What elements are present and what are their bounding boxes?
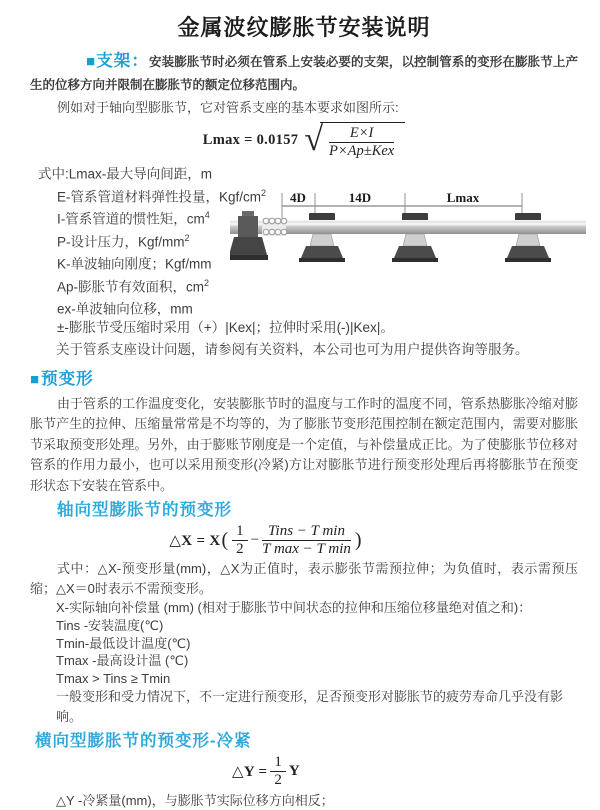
general-note: 一般变形和受力情况下，不一定进行预变形，足否预变形对膨胀节的疲劳寿命几乎没有影响。 bbox=[56, 689, 564, 724]
half-fraction: $\frac{1}{2}$ bbox=[270, 755, 286, 788]
definition-item: ex-单波轴向位移，mm bbox=[57, 301, 193, 317]
definition-item: 式中:Lmax-最大导向间距，m bbox=[38, 166, 213, 182]
temperature-fraction: $\frac{\text{Tins − T min}}{\text{T max − T min}}$ bbox=[262, 523, 351, 557]
dim-label-4d: 4D bbox=[290, 190, 306, 205]
lateral-subsection-heading: 横向型膨胀节的预变形-冷紧 bbox=[35, 732, 252, 750]
lateral-formula-row bbox=[30, 755, 578, 788]
open-paren: ( bbox=[221, 528, 229, 551]
section-marker-icon: ■ bbox=[30, 370, 41, 388]
sqrt-expression bbox=[304, 122, 405, 159]
section-marker-icon: ■ bbox=[86, 53, 96, 70]
fraction bbox=[329, 126, 394, 159]
predeform-paragraph: 由于管系的工作温度变化，安装膨胀节时的温度与工作时的温度不同，管系热膨胀冷缩对膨胀节产生的拉伸、压缩量常常是不均等的，为了膨胀节变形范围控制在额定范围内，需要对膨胀节采取预变形处理。另外，由于膨账节刚度是一个定值，与补偿量成正比。为了使膨胀节位移对管系的作用力最小，也可以采用预变形(冷紧)方让对膨胀节进行预变形处理后再将膨胀节在预变形状态下安装在管系中。 bbox=[30, 395, 578, 493]
definition-item: P-设计压力，Kgf/$mm^2$ bbox=[57, 232, 190, 249]
bellows-icon bbox=[262, 218, 287, 236]
support-intro-text: 安装膨胀节时必须在管系上安装必要的支架，以控制管系的变形在膨胀节上产生的位移方向并限制在膨胀节的额定位移范围内。 bbox=[30, 55, 578, 92]
axial-formula-explanation: 式中：△X-预变形量(mm)，△X为正值时，表示膨张节需预拉伸；为负值时，表示需预压缩；△X＝0时表示不需预变形。 bbox=[30, 561, 578, 596]
minus-sign: − bbox=[250, 532, 260, 548]
dim-label-lmax: Lmax bbox=[446, 190, 480, 205]
section-predeform-heading: ■预变形 bbox=[30, 369, 94, 388]
guide-support-icon bbox=[505, 234, 551, 262]
guide-support-icon bbox=[392, 234, 438, 262]
x-definition: X-实际轴向补偿量 (mm) (相对于膨胀节中间状态的拉伸和压缩位移量绝对值之和)： bbox=[56, 600, 532, 615]
temp-def-item: Tmax > Tins ≥ Tmin bbox=[56, 670, 171, 686]
guide-spacing-formula bbox=[203, 122, 405, 159]
fraction-numerator: E×I bbox=[329, 126, 394, 143]
guide-spacing-formula-row bbox=[30, 122, 578, 159]
axial-subsection-heading: 轴向型膨胀节的预变形 bbox=[57, 501, 232, 519]
formula-rhs: Y bbox=[288, 763, 300, 779]
definition-item: Ap-膨胀节有效面积，$cm^2$ bbox=[57, 277, 210, 294]
sign-convention-note: ±-膨胀节受压缩时采用（+）|Kex|；拉伸时采用(-)|Kex|。 bbox=[57, 319, 394, 335]
half-fraction: $\frac{1}{2}$ bbox=[232, 524, 248, 557]
consult-note: 关于管系支座设计问题，请参阅有关资料，本公司也可为用户提供咨询等服务。 bbox=[56, 341, 529, 357]
temp-def-item: Tmax -最高设计温 (℃) bbox=[56, 653, 189, 668]
y-definition: △Y -冷紧量(mm)，与膨胀节实际位移方向相反； bbox=[56, 793, 334, 808]
definition-item: K-单波轴向刚度；Kgf/mm bbox=[57, 256, 212, 272]
cold-tightening-formula bbox=[232, 755, 300, 788]
support-example-line: 例如对于轴向型膨胀节，它对管系支座的基本要求如图所示: bbox=[57, 100, 399, 115]
sqrt-radical-icon: √ bbox=[304, 121, 323, 158]
dim-label-14d: 14D bbox=[348, 190, 372, 205]
page-title: 金属波纹膨胀节安装说明 bbox=[177, 15, 431, 40]
support-intro-paragraph bbox=[30, 50, 578, 97]
temp-def-item: Tmin-最低设计温度(℃) bbox=[56, 635, 191, 651]
temp-def-item: Tins -安装温度(℃) bbox=[56, 618, 164, 633]
definition-item: I-管系管道的惯性矩，$cm^4$ bbox=[57, 210, 210, 227]
definition-item: E-管系管道材料弹性投量，Kgf/$cm^2$ bbox=[57, 187, 267, 204]
axial-formula-row bbox=[30, 524, 578, 557]
close-paren: ) bbox=[354, 528, 362, 551]
section-support-heading: 支架： bbox=[96, 52, 150, 70]
formula-lhs: △Y = bbox=[232, 764, 268, 780]
pipe-support-diagram bbox=[230, 189, 586, 285]
definitions-and-diagram bbox=[30, 161, 578, 337]
fraction-denominator: P×Ap±Kex bbox=[328, 143, 395, 159]
radicand bbox=[320, 122, 405, 159]
formula-prefix: Lmax = 0.0157 bbox=[202, 132, 299, 148]
formula-lhs: △X = X bbox=[169, 533, 221, 549]
guide-support-icon bbox=[299, 234, 345, 262]
axial-predeform-formula bbox=[169, 524, 362, 557]
